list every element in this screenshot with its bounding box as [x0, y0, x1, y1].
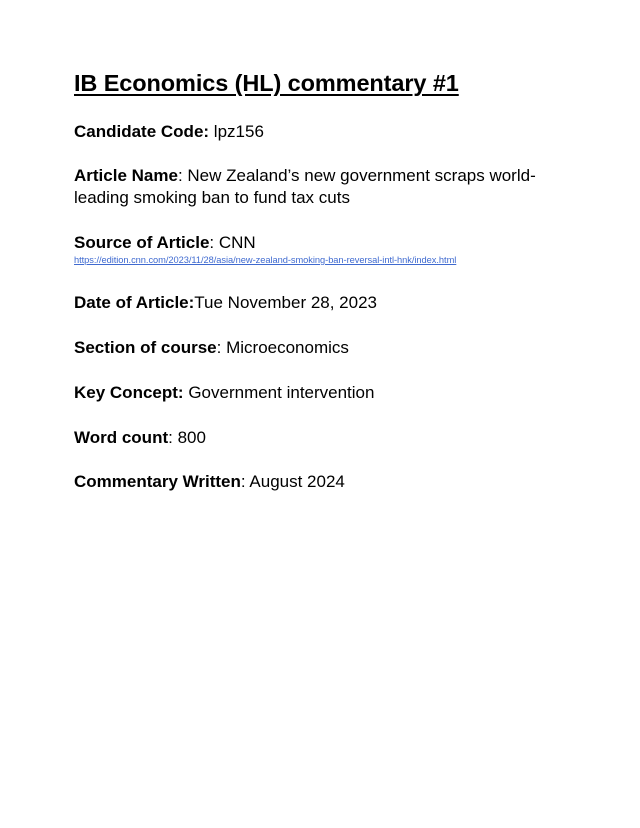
field-separator-key-concept: : — [177, 382, 184, 402]
field-separator-source-of-article: : — [209, 232, 215, 252]
field-section-of-course — [74, 337, 562, 359]
field-separator-word-count: : — [168, 427, 173, 447]
field-label-word-count: Word count — [74, 427, 169, 447]
field-word-count — [74, 427, 562, 449]
document-body — [74, 70, 562, 493]
field-value-key-concept: Government intervention — [183, 382, 375, 402]
field-value-section-of-course: Microeconomics — [221, 338, 349, 358]
field-label-key-concept: Key Concept — [74, 382, 178, 402]
page-title: IB Economics (HL) commentary #1 — [74, 70, 459, 96]
field-value-date-of-article: Tue November 28, 2023 — [194, 293, 377, 313]
field-label-source-of-article: Source of Article — [74, 232, 210, 252]
field-separator-section-of-course: : — [216, 338, 222, 358]
field-label-candidate-code: Candidate Code — [74, 121, 204, 141]
field-value-candidate-code: lpz156 — [209, 121, 264, 141]
field-article-name — [74, 165, 562, 209]
field-key-concept — [74, 382, 562, 404]
field-separator-date-of-article: : — [188, 293, 195, 313]
field-value-source-of-article: CNN — [214, 232, 256, 252]
field-separator-commentary-written: : — [240, 472, 246, 492]
field-label-article-name: Article Name — [74, 166, 178, 186]
field-value-article-name: New Zealand’s new government scraps world-leading smoking ban to fund tax cuts — [74, 166, 536, 208]
source-url-line — [74, 255, 562, 267]
field-value-commentary-written: August 2024 — [245, 472, 345, 492]
field-separator-article-name: : — [177, 166, 183, 186]
field-value-word-count: 800 — [172, 427, 206, 447]
source-url-link[interactable]: https://edition.cnn.com/2023/11/28/asia/new-zealand-smoking-ban-reversal-intl-hnk/index.html — [74, 254, 457, 265]
field-label-commentary-written: Commentary Written — [74, 472, 241, 492]
field-label-section-of-course: Section of course — [74, 338, 217, 358]
field-candidate-code — [74, 121, 562, 143]
field-commentary-written — [74, 471, 562, 493]
field-source-of-article — [74, 232, 562, 254]
field-label-date-of-article: Date of Article — [74, 293, 189, 313]
field-date-of-article — [74, 292, 562, 314]
field-separator-candidate-code: : — [203, 121, 210, 141]
